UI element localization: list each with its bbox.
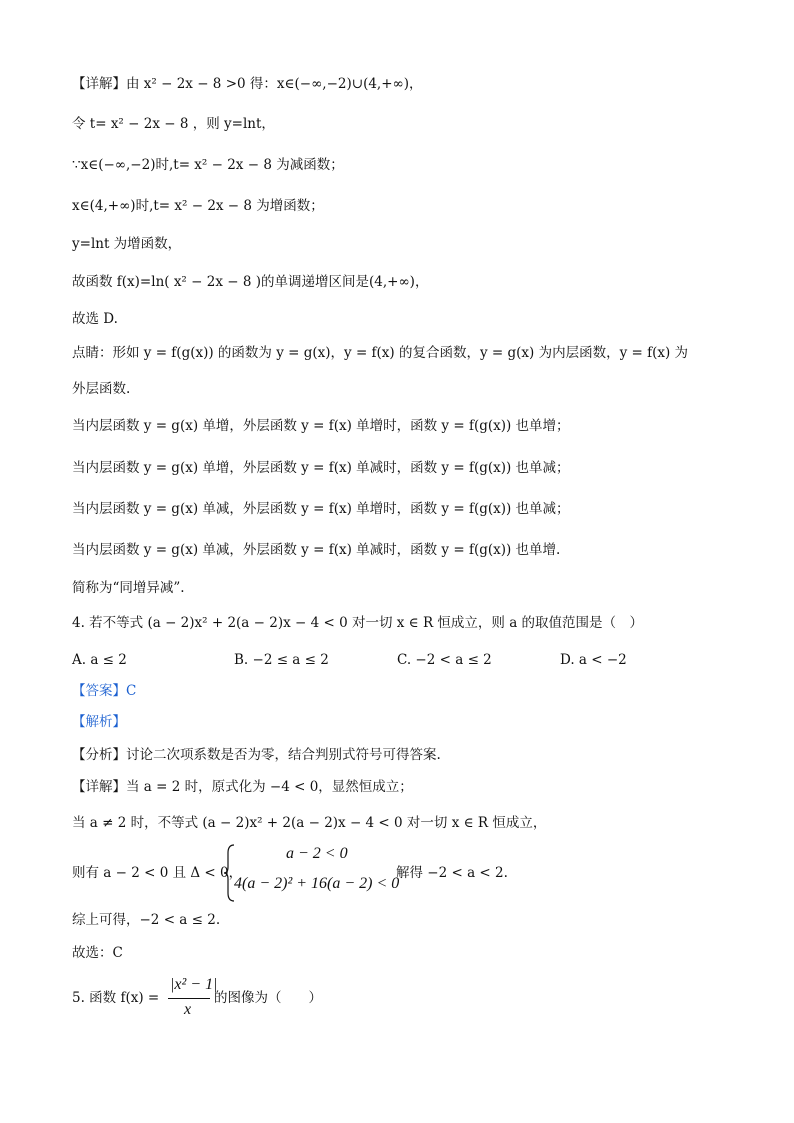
remark-line-1: 点睛：形如 y = f(g(x)) 的函数为 y = g(x)，y = f(x) 的复合函数，y = g(x) 为内层函数，y = f(x) 为 bbox=[72, 345, 689, 361]
inequality-system bbox=[224, 843, 424, 903]
option-c: C. −2 < a ≤ 2 bbox=[397, 652, 492, 668]
detail-line-6: 故函数 f(x)=ln( x² − 2x − 8 )的单调递增区间是(4,+∞)， bbox=[72, 274, 429, 290]
remark-rule-3: 当内层函数 y = g(x) 单减，外层函数 y = f(x) 单增时，函数 y = f(g(x)) 也单减； bbox=[72, 501, 570, 517]
conclusion-line: 综上可得，−2 < a ≤ 2. bbox=[72, 912, 221, 928]
detail-case-2: 当 a ≠ 2 时，不等式 (a − 2)x² + 2(a − 2)x − 4 < 0 对一切 x ∈ R 恒成立， bbox=[72, 815, 547, 831]
detail-line-2: 令 t= x² − 2x − 8 ，则 y=lnt， bbox=[72, 116, 275, 132]
option-a: A. a ≤ 2 bbox=[72, 652, 127, 668]
system-equation-1: a − 2 < 0 bbox=[286, 845, 348, 862]
fraction-numerator: |x² − 1| bbox=[170, 976, 218, 993]
function-fraction bbox=[168, 976, 218, 1024]
fraction-denominator: x bbox=[184, 1001, 192, 1018]
condition-result: 解得 −2 < a < 2. bbox=[396, 865, 508, 881]
remark-rule-2: 当内层函数 y = g(x) 单增，外层函数 y = f(x) 单减时，函数 y = f(g(x)) 也单减； bbox=[72, 460, 570, 476]
detail-case-1: 【详解】当 a = 2 时，原式化为 −4 < 0，显然恒成立； bbox=[72, 779, 413, 795]
detail-line-5: y=lnt 为增函数， bbox=[72, 236, 182, 252]
remark-line-2: 外层函数. bbox=[72, 381, 131, 397]
analysis-summary: 【分析】讨论二次项系数是否为零，结合判别式符号可得答案. bbox=[72, 747, 441, 763]
option-b: B. −2 ≤ a ≤ 2 bbox=[234, 652, 329, 668]
question-5-suffix: 的图像为（ ） bbox=[214, 990, 322, 1006]
final-choice: 故选：C bbox=[72, 945, 123, 961]
answer-tag: 【答案】C bbox=[72, 683, 137, 699]
detail-line-4: x∈(4,+∞)时,t= x² − 2x − 8 为增函数； bbox=[72, 198, 324, 214]
system-equation-2: 4(a − 2)² + 16(a − 2) < 0 bbox=[234, 875, 400, 892]
detail-line-7: 故选 D. bbox=[72, 311, 118, 327]
condition-prefix: 则有 a − 2 < 0 且 Δ < 0， bbox=[72, 865, 243, 881]
analysis-tag: 【解析】 bbox=[72, 714, 126, 730]
detail-line-1: 【详解】由 x² − 2x − 8 >0 得：x∈(−∞,−2)∪(4,+∞)， bbox=[72, 76, 423, 92]
remark-rule-1: 当内层函数 y = g(x) 单增，外层函数 y = f(x) 单增时，函数 y = f(g(x)) 也单增； bbox=[72, 418, 570, 434]
option-d: D. a < −2 bbox=[560, 652, 627, 668]
detail-line-3: ∵x∈(−∞,−2)时,t= x² − 2x − 8 为减函数； bbox=[72, 157, 344, 173]
remark-rule-4: 当内层函数 y = g(x) 单减，外层函数 y = f(x) 单减时，函数 y = f(g(x)) 也单增. bbox=[72, 542, 561, 558]
question-4: 4. 若不等式 (a − 2)x² + 2(a − 2)x − 4 < 0 对一切 x ∈ R 恒成立，则 a 的取值范围是（ ） bbox=[72, 615, 644, 631]
brace-icon bbox=[224, 843, 236, 903]
remark-summary: 简称为“同增异减”. bbox=[72, 580, 185, 596]
question-5-prefix: 5. 函数 f(x) = bbox=[72, 990, 160, 1006]
fraction-bar bbox=[168, 998, 210, 999]
